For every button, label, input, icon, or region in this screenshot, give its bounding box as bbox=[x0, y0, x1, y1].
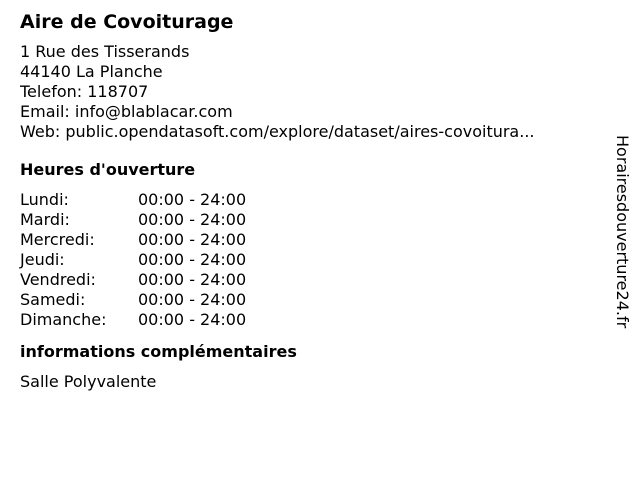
hours-row-thursday bbox=[20, 250, 600, 270]
place-title: Aire de Covoiturage bbox=[20, 11, 234, 33]
hours-row-monday bbox=[20, 190, 600, 210]
day-label: Vendredi: bbox=[20, 270, 96, 289]
hours-row-tuesday bbox=[20, 210, 600, 230]
listing-content bbox=[20, 10, 600, 392]
phone-line: Telefon: 118707 bbox=[20, 82, 149, 101]
time-range: 00:00 - 24:00 bbox=[138, 250, 247, 269]
web-line: Web: public.opendatasoft.com/explore/dataset/aires-covoitura... bbox=[20, 122, 535, 141]
hours-row-wednesday bbox=[20, 230, 600, 250]
additional-info-heading: informations complémentaires bbox=[20, 342, 297, 361]
email-line: Email: info@blablacar.com bbox=[20, 102, 233, 121]
site-brand-watermark: Horairesdouverture24.fr bbox=[613, 135, 632, 329]
time-range: 00:00 - 24:00 bbox=[138, 190, 247, 209]
day-label: Mardi: bbox=[20, 210, 70, 229]
additional-info-text: Salle Polyvalente bbox=[20, 372, 157, 391]
time-range: 00:00 - 24:00 bbox=[138, 290, 247, 309]
hours-heading: Heures d'ouverture bbox=[20, 160, 196, 179]
day-label: Lundi: bbox=[20, 190, 69, 209]
day-label: Mercredi: bbox=[20, 230, 95, 249]
day-label: Jeudi: bbox=[20, 250, 65, 269]
time-range: 00:00 - 24:00 bbox=[138, 210, 247, 229]
street-line: 1 Rue des Tisserands bbox=[20, 42, 190, 61]
time-range: 00:00 - 24:00 bbox=[138, 230, 247, 249]
hours-row-friday bbox=[20, 270, 600, 290]
address-block bbox=[20, 42, 600, 142]
time-range: 00:00 - 24:00 bbox=[138, 270, 247, 289]
day-label: Samedi: bbox=[20, 290, 86, 309]
day-label: Dimanche: bbox=[20, 310, 107, 329]
hours-row-saturday bbox=[20, 290, 600, 310]
opening-hours-table bbox=[20, 190, 600, 330]
hours-row-sunday bbox=[20, 310, 600, 330]
time-range: 00:00 - 24:00 bbox=[138, 310, 247, 329]
city-line: 44140 La Planche bbox=[20, 62, 163, 81]
